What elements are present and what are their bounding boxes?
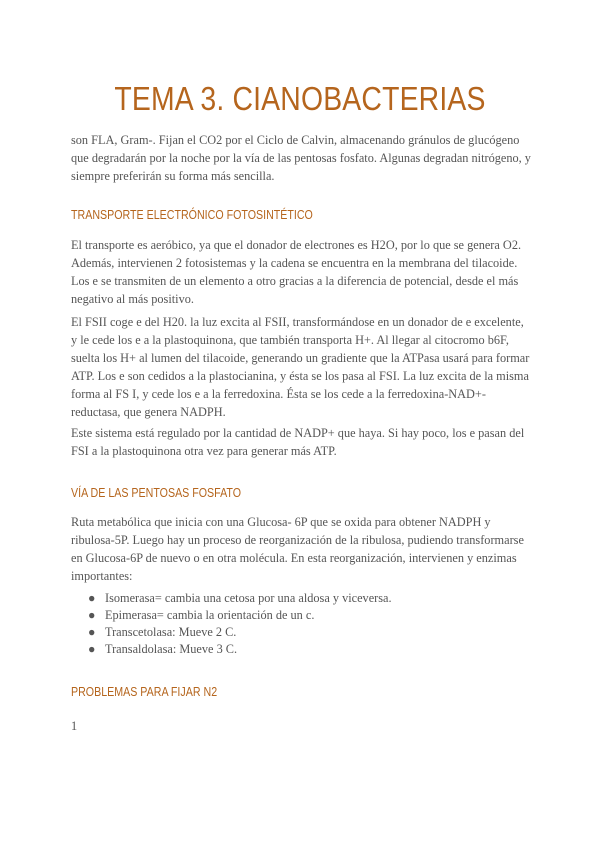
bullet-icon: ●: [88, 642, 96, 656]
page-title: TEMA 3. CIANOBACTERIAS: [114, 80, 486, 117]
list-item: [88, 641, 392, 658]
list-item-text: Transaldolasa: Mueve 3 C.: [105, 642, 238, 656]
bullet-icon: ●: [88, 591, 96, 605]
bullet-icon: ●: [88, 625, 96, 639]
list-item-text: Transcetolasa: Mueve 2 C.: [105, 625, 237, 639]
page-number: 1: [71, 719, 78, 733]
transporte-paragraph-2: El FSII coge e del H20. la luz excita al FSII, transformándose en un donador de e excelente, y le cede los e a la plastoquinona, que también transporta H+. Al llegar al citocromo b6F, suelta los H+ al lumen del tilacoide, generando un gradiente que la ATPasa usará para formar ATP. Los e son cedidos a la plastocianina, y ésta se los pasa al FSI. La luz excita de la misma forma al FS I, y cede los e a la ferredoxina. Ésta se los cede a la ferredoxina-NAD+- reductasa, que genera NADPH.: [71, 315, 530, 419]
transporte-paragraph-3: Este sistema está regulado por la cantidad de NADP+ que haya. Si hay poco, los e pasan del FSI a la plastoquinona otra vez para generar más ATP.: [71, 426, 525, 458]
intro-paragraph: son FLA, Gram-. Fijan el CO2 por el Ciclo de Calvin, almacenando gránulos de glucógeno que degradarán por la noche por la vía de las pentosas fosfato. Algunas degradan nitrógeno, y siempre preferirán su forma más sencilla.: [71, 133, 531, 183]
pentosas-paragraph: Ruta metabólica que inicia con una Glucosa- 6P que se oxida para obtener NADPH y ribulosa-5P. Luego hay un proceso de reorganización de la ribulosa, pudiendo transformarse en Glucosa-6P de nuevo o en otra molécula. En esta reorganización, intervienen y enzimas importantes:: [71, 515, 524, 583]
transporte-paragraph-1: El transporte es aeróbico, ya que el donador de electrones es H2O, por lo que se genera O2. Además, intervienen 2 fotosistemas y la cadena se encuentra en la membrana del tilacoide. Los e se transmiten de un elemento a otro gracias a la diferencia de potencial, desde el más negativo al más positivo.: [71, 238, 522, 306]
list-item: [88, 607, 392, 624]
section-heading-transporte: TRANSPORTE ELECTRÓNICO FOTOSINTÉTICO: [71, 207, 313, 222]
enzyme-list: [88, 590, 392, 658]
list-item: [88, 590, 392, 607]
section-heading-problemas: PROBLEMAS PARA FIJAR N2: [71, 684, 218, 699]
section-heading-pentosas: VÍA DE LAS PENTOSAS FOSFATO: [71, 485, 242, 500]
bullet-icon: ●: [88, 608, 96, 622]
list-item-text: Isomerasa= cambia una cetosa por una aldosa y viceversa.: [105, 591, 392, 605]
list-item: [88, 624, 392, 641]
list-item-text: Epimerasa= cambia la orientación de un c.: [105, 608, 315, 622]
